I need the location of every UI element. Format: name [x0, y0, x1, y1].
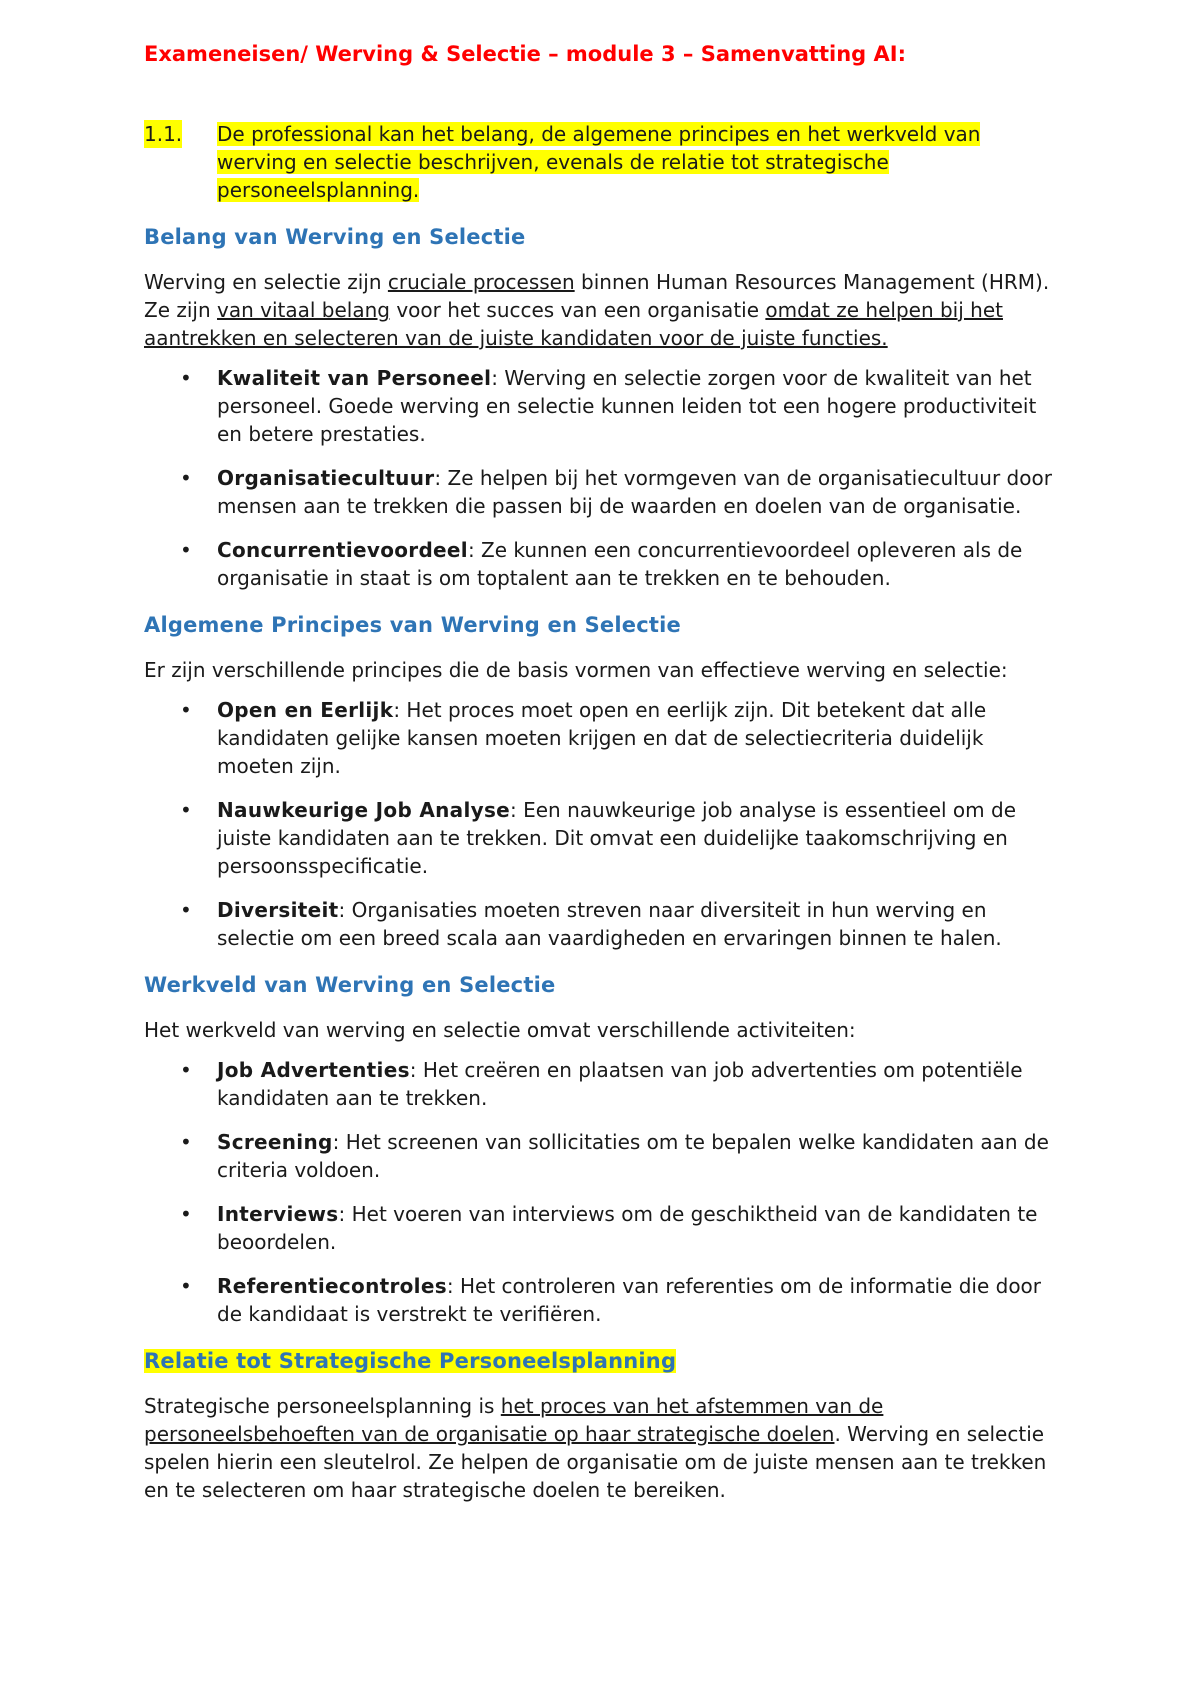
bullet-list-principes [144, 696, 1064, 952]
list-item [144, 1272, 1064, 1328]
section-intro-werkveld [144, 1016, 1064, 1044]
bullet-text: : Het creëren en plaatsen van job advertenties om potentiële kandidaten aan te trekken. [217, 1058, 1023, 1110]
bullet-text: : Ze helpen bij het vormgeven van de organisatiecultuur door mensen aan te trekken die passen bij de waarden en doelen van de organisatie. [217, 466, 1052, 518]
bullet-icon: • [180, 1274, 192, 1298]
bullet-term: Interviews [217, 1202, 339, 1226]
intro-fragment: binnen Human Resources Management (HRM). Ze zijn [144, 270, 1050, 322]
bullet-text: : Het screenen van sollicitaties om te bepalen welke kandidaten aan de criteria voldoen. [217, 1130, 1049, 1182]
bullet-term: Screening [217, 1130, 333, 1154]
bullet-icon: • [180, 366, 192, 390]
bullet-text: : Het voeren van interviews om de geschiktheid van de kandidaten te beoordelen. [217, 1202, 1038, 1254]
list-item [144, 1128, 1064, 1184]
list-item [144, 536, 1064, 592]
bullet-text: : Het controleren van referenties om de informatie die door de kandidaat is verstrekt te verifiëren. [217, 1274, 1042, 1326]
bullet-text: : Ze kunnen een concurrentievoordeel opleveren als de organisatie in staat is om toptalent aan te trekken en te behouden. [217, 538, 1023, 590]
learning-objective [144, 120, 1064, 204]
bullet-text: : Organisaties moeten streven naar diversiteit in hun werving en selectie om een breed scala aan vaardigheden en ervaringen binnen te halen. [217, 898, 1002, 950]
list-item [144, 1056, 1064, 1112]
bullet-term: Concurrentievoordeel [217, 538, 468, 562]
intro-fragment: voor het succes van een organisatie [389, 298, 766, 322]
bullet-list-belang [144, 364, 1064, 592]
intro-fragment-underlined: van vitaal belang [217, 298, 390, 322]
section-heading-relatie-text: Relatie tot Strategische Personeelsplanning [144, 1349, 677, 1373]
list-item [144, 796, 1064, 880]
intro-fragment: Het werkveld van werving en selectie omvat verschillende activiteiten: [144, 1018, 856, 1042]
bullet-icon: • [180, 898, 192, 922]
bullet-icon: • [180, 798, 192, 822]
section-intro-relatie [144, 1392, 1064, 1504]
bullet-text: : Werving en selectie zorgen voor de kwaliteit van het personeel. Goede werving en selectie kunnen leiden tot een hogere productiviteit en betere prestaties. [217, 366, 1037, 446]
bullet-term: Nauwkeurige Job Analyse [217, 798, 511, 822]
bullet-term: Kwaliteit van Personeel [217, 366, 492, 390]
bullet-list-werkveld [144, 1056, 1064, 1328]
section-intro-principes [144, 656, 1064, 684]
intro-fragment: Werving en selectie zijn [144, 270, 388, 294]
list-item [144, 364, 1064, 448]
list-item [144, 1200, 1064, 1256]
section-heading-relatie [144, 1346, 1064, 1376]
section-heading-principes: Algemene Principes van Werving en Selectie [144, 613, 681, 637]
intro-fragment-underlined: omdat ze helpen bij het aantrekken en selecteren van de juiste kandidaten voor de juiste functies. [144, 298, 1003, 350]
intro-fragment: Strategische personeelsplanning is [144, 1394, 501, 1418]
bullet-term: Diversiteit [217, 898, 339, 922]
bullet-term: Open en Eerlijk [217, 698, 394, 722]
bullet-icon: • [180, 1058, 192, 1082]
list-item [144, 896, 1064, 952]
intro-fragment: Er zijn verschillende principes die de basis vormen van effectieve werving en selectie: [144, 658, 1008, 682]
bullet-term: Job Advertenties [217, 1058, 410, 1082]
intro-fragment: . Werving en selectie spelen hierin een sleutelrol. Ze helpen de organisatie om de juiste mensen aan te trekken en te selecteren om haar strategische doelen te bereiken. [144, 1422, 1047, 1502]
bullet-text: : Een nauwkeurige job analyse is essentieel om de juiste kandidaten aan te trekken. Dit omvat een duidelijke taakomschrijving en persoonsspecificatie. [217, 798, 1017, 878]
bullet-text: : Het proces moet open en eerlijk zijn. Dit betekent dat alle kandidaten gelijke kansen moeten krijgen en dat de selectiecriteria duidelijk moeten zijn. [217, 698, 987, 778]
list-item [144, 696, 1064, 780]
document-title: Exameneisen/ Werving & Selectie – module 3 – Samenvatting AI: [144, 42, 906, 66]
bullet-icon: • [180, 1130, 192, 1154]
section-heading-belang: Belang van Werving en Selectie [144, 225, 526, 249]
section-intro-belang [144, 268, 1064, 352]
bullet-term: Referentiecontroles [217, 1274, 447, 1298]
bullet-icon: • [180, 466, 192, 490]
section-heading-werkveld: Werkveld van Werving en Selectie [144, 973, 556, 997]
objective-text: De professional kan het belang, de algemene principes en het werkveld van werving en selectie beschrijven, evenals de relatie tot strategische personeelsplanning. [217, 122, 981, 202]
bullet-icon: • [180, 1202, 192, 1226]
intro-fragment-underlined: het proces van het afstemmen van de personeelsbehoeften van de organisatie op haar strategische doelen [144, 1394, 884, 1446]
bullet-term: Organisatiecultuur [217, 466, 435, 490]
bullet-icon: • [180, 698, 192, 722]
objective-number: 1.1. [144, 122, 183, 146]
bullet-icon: • [180, 538, 192, 562]
document-page [144, 38, 1064, 1504]
intro-fragment-underlined: cruciale processen [387, 270, 575, 294]
list-item [144, 464, 1064, 520]
